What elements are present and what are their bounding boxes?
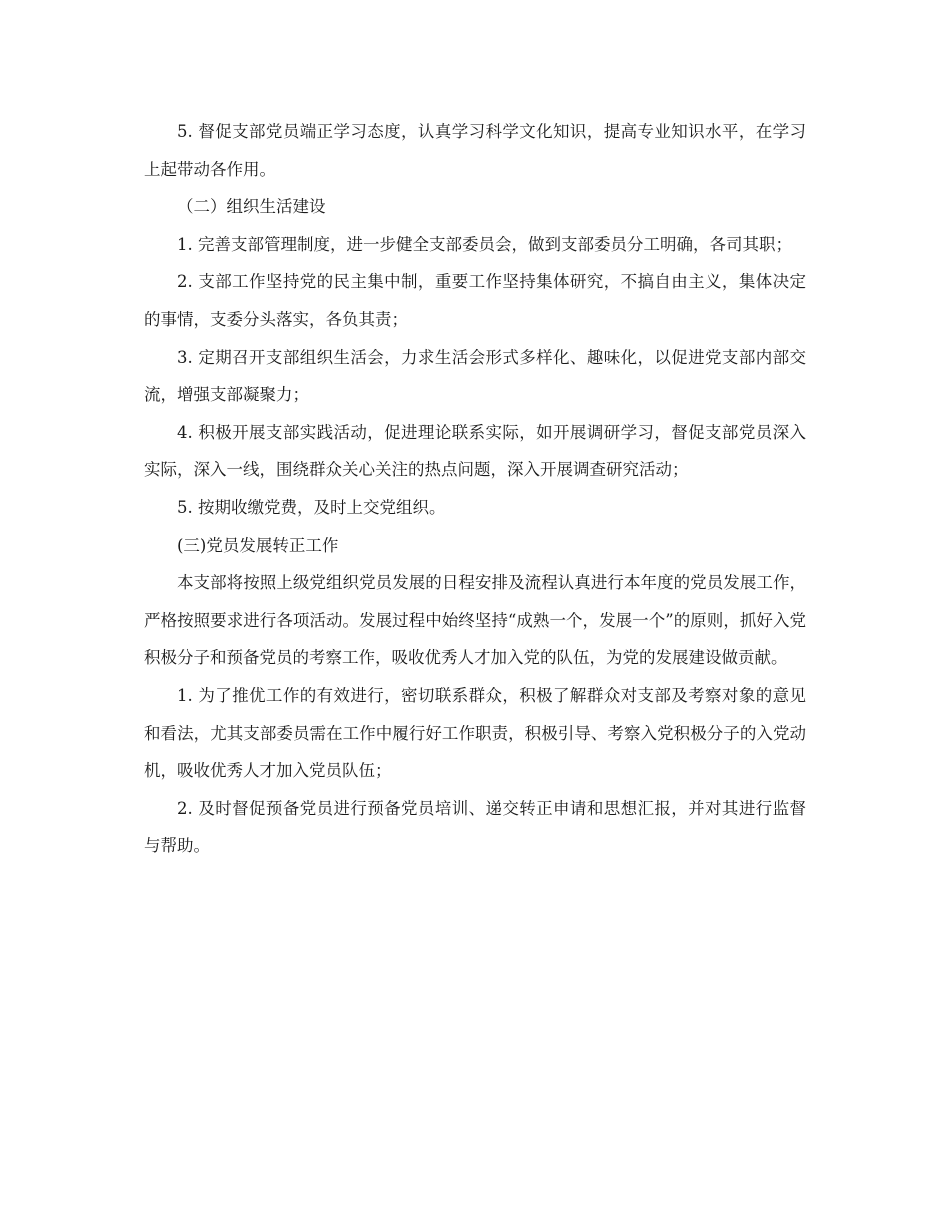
document-body bbox=[144, 113, 806, 865]
paragraph-item-2-probationary: 2. 及时督促预备党员进行预备党员培训、递交转正申请和思想汇报，并对其进行监督与帮助。 bbox=[144, 798, 806, 856]
section-heading-member-development: (三)党员发展转正工作 bbox=[177, 535, 339, 555]
paragraph-development-intro: 本支部将按照上级党组织党员发展的日程安排及流程认真进行本年度的党员发展工作，严格按照要求进行各项活动。发展过程中始终坚持“成熟一个，发展一个”的原则，抓好入党积极分子和预备党员的考察工作，吸收优秀人才加入党的队伍，为党的发展建设做贡献。 bbox=[144, 573, 806, 668]
paragraph-item-4-practice: 4. 积极开展支部实践活动，促进理论联系实际，如开展调研学习，督促支部党员深入实际，深入一线，围绕群众关心关注的热点问题，深入开展调查研究活动； bbox=[144, 422, 806, 480]
paragraph-item-5-dues: 5. 按期收缴党费，及时上交党组织。 bbox=[177, 497, 446, 517]
paragraph-item-1-management: 1. 完善支部管理制度，进一步健全支部委员会，做到支部委员分工明确，各司其职； bbox=[177, 234, 792, 254]
section-heading-organization-life: （二）组织生活建设 bbox=[177, 197, 326, 217]
paragraph-item-1-recommendation: 1. 为了推优工作的有效进行，密切联系群众，积极了解群众对支部及考察对象的意见和看法，尤其支部委员需在工作中履行好工作职责，积极引导、考察入党积极分子的入党动机，吸收优秀人才加入党员队伍； bbox=[144, 685, 806, 781]
paragraph-item-3-life-meeting: 3. 定期召开支部组织生活会，力求生活会形式多样化、趣味化，以促进党支部内部交流，增强支部凝聚力； bbox=[144, 347, 806, 405]
paragraph-item-5-study: 5. 督促支部党员端正学习态度，认真学习科学文化知识，提高专业知识水平，在学习上起带动各作用。 bbox=[144, 122, 806, 179]
paragraph-item-2-democratic-centralism: 2. 支部工作坚持党的民主集中制，重要工作坚持集体研究，不搞自由主义，集体决定的事情，支委分头落实，各负其责； bbox=[144, 272, 806, 329]
